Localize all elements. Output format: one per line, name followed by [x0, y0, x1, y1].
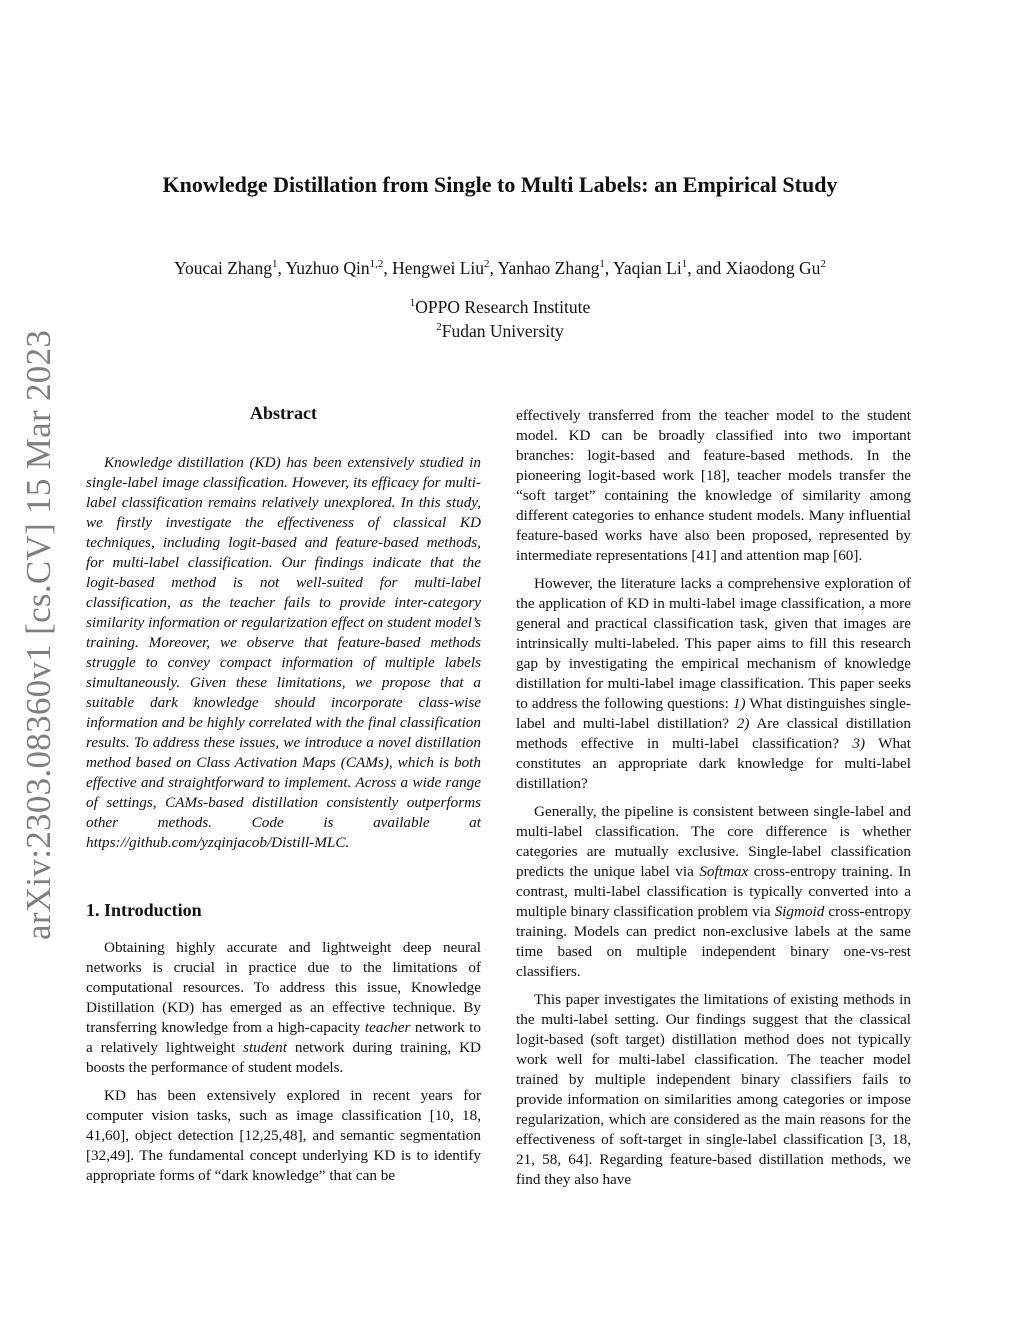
author-affil-mark: 1: [599, 258, 605, 270]
right-column: [516, 406, 911, 1198]
question-number: 1): [732, 695, 746, 712]
text-run: What distinguishes single-label and multi-label distillation?: [516, 695, 911, 732]
author: Hengwei Liu: [392, 258, 485, 278]
author-affil-mark: 1: [681, 258, 688, 270]
affiliation-name: OPPO Research Institute: [415, 297, 591, 317]
arxiv-side-stamp: arXiv:2303.08360v1 [cs.CV] 15 Mar 2023: [19, 329, 58, 940]
affiliation-mark: 1: [409, 297, 416, 309]
author: Yuzhuo Qin: [285, 258, 370, 278]
text-run: Generally, the pipeline is consistent between single-label and multi-label classification. The core difference is whether categories are mutually exclusive. Single-label classification predicts the unique label via: [516, 803, 911, 880]
author-affil-mark: 1,2: [369, 258, 384, 270]
affiliation-mark: 2: [436, 321, 442, 333]
intro-paragraph: [86, 938, 481, 1078]
affiliation: [60, 321, 940, 342]
paper-title: Knowledge Distillation from Single to Multi Labels: an Empirical Study: [162, 172, 838, 197]
body-paragraph: [516, 802, 911, 982]
intro-paragraph: KD has been extensively explored in recent years for computer vision tasks, such as image classification [10, 18, 41,60], object detection [12,25,48], and semantic segmentation [32,49]. The fundamental concept underlying KD is to identify appropriate forms of “dark knowledge” that can be: [86, 1087, 481, 1184]
author: Xiaodong Gu: [725, 258, 821, 278]
emphasis: student: [243, 1039, 287, 1056]
author-affil-mark: 2: [820, 258, 826, 270]
author-separator: ,: [604, 258, 613, 278]
text-run: What constitutes an appropriate dark knowledge for multi-label distillation?: [516, 735, 911, 792]
question-number: 2): [736, 715, 750, 732]
author: Youcai Zhang: [174, 258, 272, 278]
author-affil-mark: 2: [484, 258, 490, 270]
section-heading-introduction: 1. Introduction: [86, 900, 202, 920]
emphasis: Sigmoid: [774, 903, 825, 920]
author-separator: , and: [687, 258, 726, 278]
abstract-heading: Abstract: [250, 403, 317, 423]
author-separator: ,: [383, 258, 393, 278]
author: Yanhao Zhang: [497, 258, 600, 278]
body-paragraph: effectively transferred from the teacher model to the student model. KD can be broadly classified into two important branches: logit-based and feature-based methods. In the pioneering logit-based work [18], teacher models transfer the “soft target” containing the knowledge of similarity among different categories to enhance student models. Many influential feature-based works have also been proposed, represented by intermediate representations [41] and attention map [60].: [516, 407, 911, 564]
author-affil-mark: 1: [271, 258, 278, 270]
text-run: network during training, KD boosts the performance of student models.: [86, 1039, 481, 1076]
body-paragraph: This paper investigates the limitations of existing methods in the multi-label setting. Our findings suggest that the classical logit-based (soft target) distillation method does not typically work well for multi-label classification. The teacher model trained by multiple independent binary classifiers fails to provide information on similarities among categories or impose regularization, which are considered as the main reasons for the effectiveness of soft-target in single-label classification [3, 18, 21, 58, 64]. Regarding feature-based distillation methods, we find they also have: [516, 991, 911, 1188]
question-number: 3): [852, 735, 866, 752]
affiliation-name: Fudan University: [441, 321, 564, 341]
author: Yaqian Li: [613, 258, 682, 278]
left-column: [86, 403, 481, 1194]
affiliation: [60, 297, 940, 318]
emphasis: teacher: [364, 1019, 411, 1036]
emphasis: Softmax: [699, 863, 749, 880]
text-run: network to a relatively lightweight: [86, 1019, 481, 1056]
abstract-text: Knowledge distillation (KD) has been extensively studied in single-label image classification. However, its efficacy for multi-label classification remains relatively unexplored. In this study, we firstly investigate the effectiveness of classical KD techniques, including logit-based and feature-based methods, for multi-label classification. Our findings indicate that the logit-based method is not well-suited for multi-label classification, as the teacher fails to provide inter-category similarity information or regularization effect on student model’s training. Moreover, we observe that feature-based methods struggle to convey compact information of multiple labels simultaneously. Given these limitations, we propose that a suitable dark knowledge should incorporate class-wise information and be highly correlated with the final classification results. To address these issues, we introduce a novel distillation method based on Class Activation Maps (CAMs), which is both effective and straightforward to implement. Across a wide range of settings, CAMs-based distillation consistently outperforms other methods. Code is available at https://github.com/yzqinjacob/Distill-MLC.: [86, 454, 481, 851]
text-run: However, the literature lacks a comprehensive exploration of the application of KD in multi-label image classification, a more general and practical classification task, given that images are intrinsically multi-labeled. This paper aims to fill this research gap by investigating the empirical mechanism of knowledge distillation for multi-label image classification. This paper seeks to address the following questions:: [516, 575, 911, 712]
text-run: Obtaining highly accurate and lightweight deep neural networks is crucial in practice due to the limitations of computational resources. To address this issue, Knowledge Distillation (KD) has emerged as an effective technique. By transferring knowledge from a high-capacity: [86, 939, 481, 1036]
text-run: cross-entropy training. In contrast, multi-label classification is typically converted into a multiple binary classification problem via: [516, 863, 911, 920]
author-separator: ,: [489, 258, 498, 278]
body-paragraph: [516, 574, 911, 794]
author-separator: ,: [277, 258, 286, 278]
text-run: Are classical distillation methods effective in multi-label classification?: [516, 715, 911, 752]
text-run: cross-entropy training. Models can predict non-exclusive labels at the same time based on multiple independent binary one-vs-rest classifiers.: [516, 903, 911, 980]
author-list: [60, 258, 940, 279]
